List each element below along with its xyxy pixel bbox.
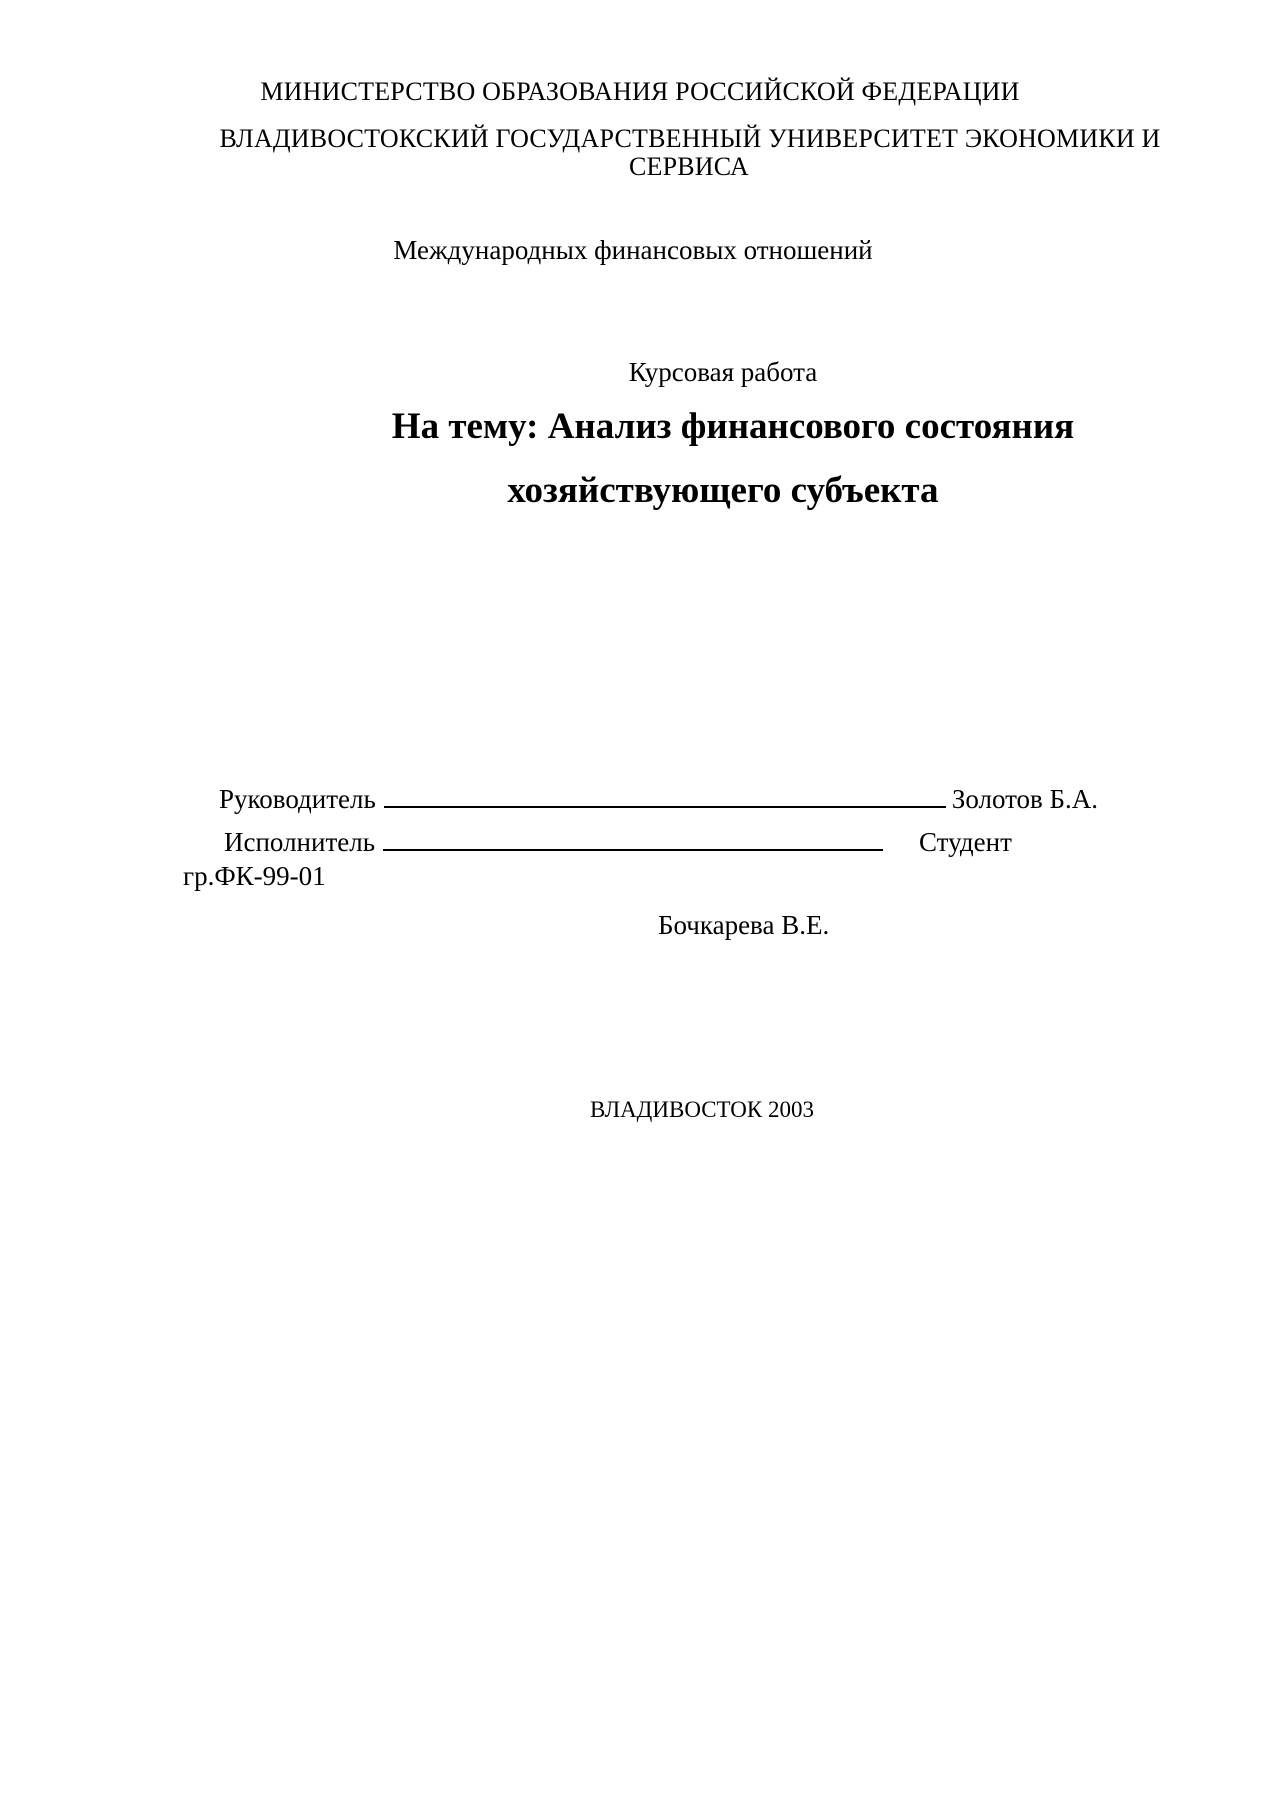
work-type: Курсовая работа	[628, 357, 818, 387]
executor-role: Студент	[919, 827, 1012, 857]
supervisor-name: Золотов Б.А.	[951, 784, 1099, 814]
university-heading-line1: ВЛАДИВОСТОКСКИЙ ГОСУДАРСТВЕННЫЙ УНИВЕРСИТЕТ ЭКОНОМИКИ И	[219, 124, 1161, 153]
executor-label: Исполнитель	[224, 827, 376, 857]
supervisor-row	[219, 782, 1098, 815]
executor-signature-line	[383, 825, 883, 851]
supervisor-label: Руководитель	[219, 784, 376, 814]
student-group: гр.ФК-99-01	[183, 861, 326, 891]
executor-row	[224, 825, 1012, 858]
university-heading-line2: СЕРВИСА	[628, 152, 750, 181]
executor-name: Бочкарева В.Е.	[658, 910, 830, 940]
city-year: ВЛАДИВОСТОК 2003	[590, 1097, 814, 1122]
department-name: Международных финансовых отношений	[393, 235, 873, 265]
work-title-line2: хозяйствующего субъекта	[507, 470, 939, 511]
ministry-heading: МИНИСТЕРСТВО ОБРАЗОВАНИЯ РОССИЙСКОЙ ФЕДЕРАЦИИ	[260, 77, 1020, 106]
work-title-line1: На тему: Анализ финансового состояния	[391, 406, 1075, 447]
supervisor-signature-line	[384, 782, 946, 808]
